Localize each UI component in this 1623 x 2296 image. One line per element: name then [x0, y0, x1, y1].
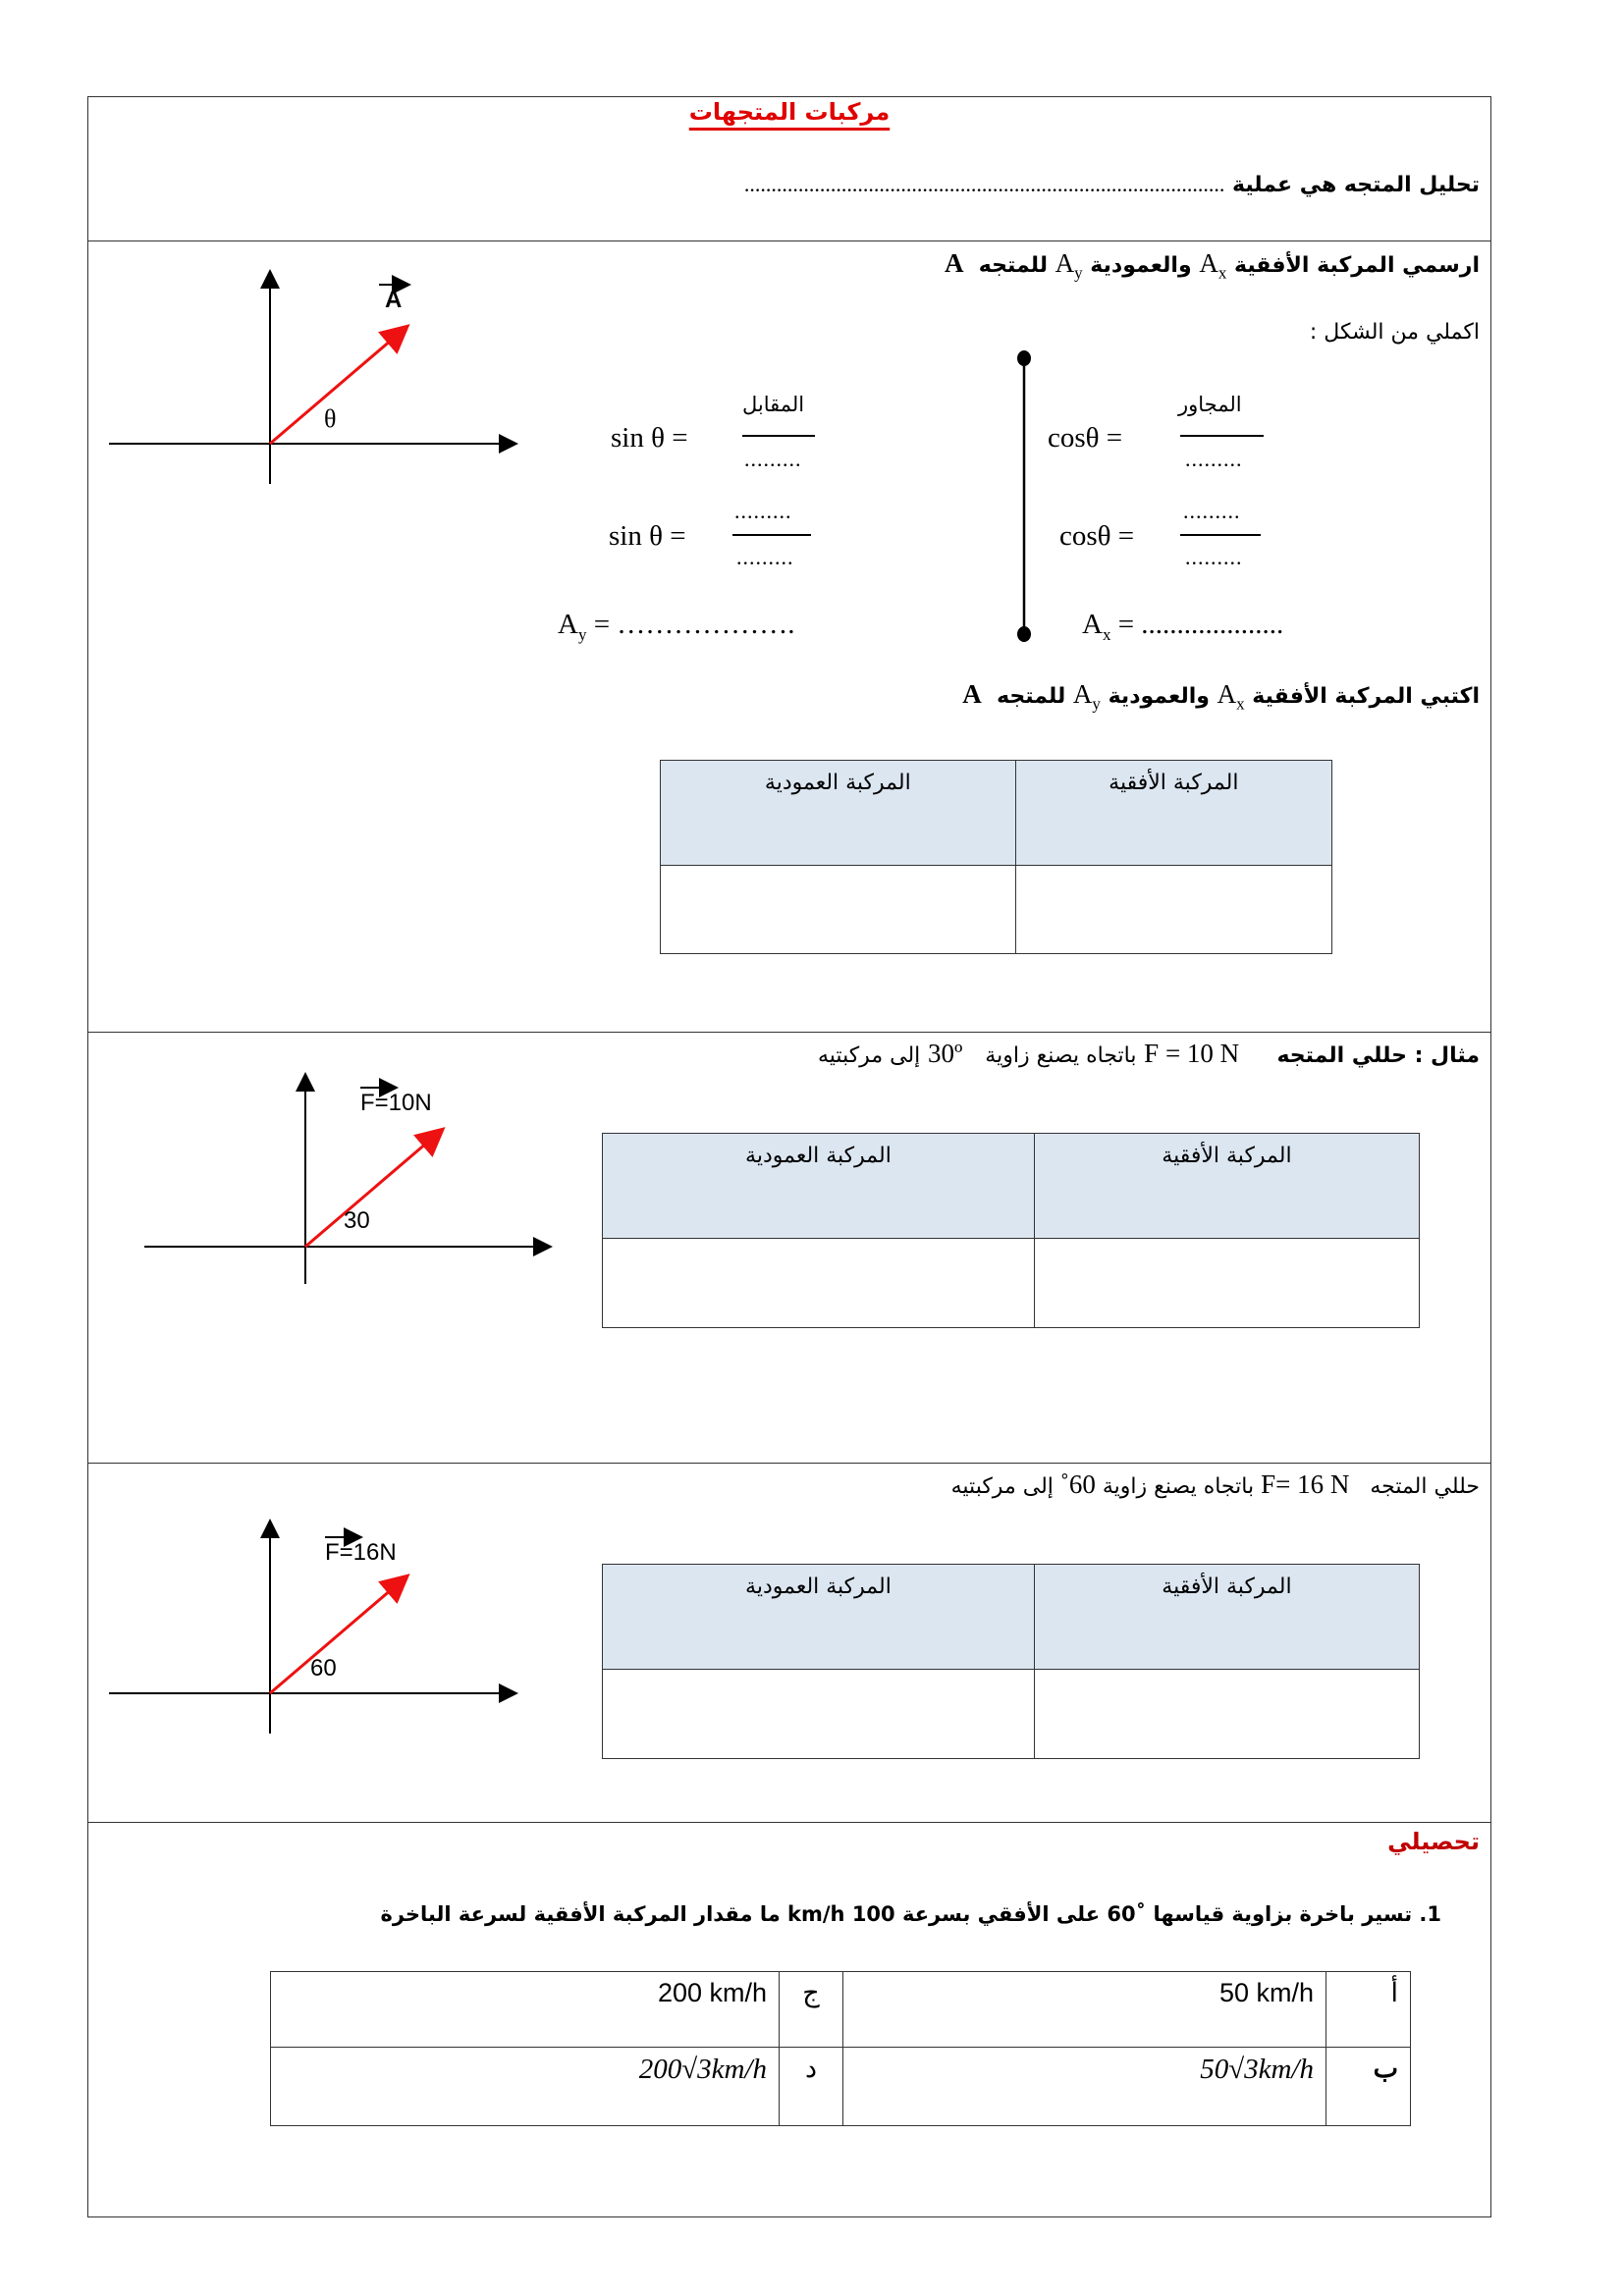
option-letter-a[interactable]: أ [1326, 1972, 1411, 2048]
option-value-c[interactable]: 200 km/h [271, 1972, 780, 2048]
blank[interactable]: ......... [1185, 545, 1243, 569]
components-table-example [602, 1133, 1420, 1328]
header-horizontal: المركبة الأفقية [1034, 1565, 1419, 1670]
force-16n-label: F=16N [325, 1539, 397, 1566]
components-table-exercise [602, 1564, 1420, 1759]
components-table-a [660, 760, 1332, 954]
blank[interactable]: ......... [736, 545, 794, 569]
theta-label: θ [324, 404, 337, 433]
cos-label: cosθ = [1059, 520, 1135, 552]
fraction-bar [732, 534, 811, 536]
fraction-bar [1180, 534, 1261, 536]
answer-cell[interactable] [1034, 1239, 1419, 1328]
blank[interactable]: ......... [1185, 447, 1243, 471]
option-letter-c[interactable]: ج [780, 1972, 843, 2048]
vector-a-diagram [109, 273, 514, 484]
section1-heading: ارسمي المركبة الأفقية $A_x$ والعمودية $A_y$ للمتجه A [944, 248, 1480, 283]
header-horizontal: المركبة الأفقية [1015, 761, 1331, 866]
blank[interactable]: ......... [744, 447, 802, 471]
answer-cell[interactable] [603, 1670, 1035, 1759]
answer-cell[interactable] [603, 1239, 1035, 1328]
answer-options-table [270, 1971, 1411, 2126]
answer-cell[interactable] [661, 866, 1016, 954]
ax-equation[interactable]: $A_x$ = .................... [1082, 609, 1284, 644]
header-vertical: المركبة العمودية [603, 1565, 1035, 1670]
angle-30-label: 30 [344, 1207, 370, 1234]
page-title: مركبات المتجهات [688, 98, 891, 126]
exercise-heading: حللي المتجه F= 16 N باتجاه يصنع زاوية 60˚ إلى مركبتيه [950, 1469, 1480, 1499]
option-value-b[interactable]: 50√3km/h [843, 2047, 1326, 2125]
cos-label: cosθ = [1048, 422, 1123, 454]
section1-heading2: اكتبي المركبة الأفقية $A_x$ والعمودية $A_y$ للمتجه A [962, 679, 1480, 714]
vector-a-label: A [385, 287, 403, 313]
option-letter-d[interactable]: د [780, 2047, 843, 2125]
force-10n-label: F=10N [360, 1090, 432, 1116]
sin-label: sin θ = [611, 422, 688, 454]
option-value-d[interactable]: 200√3km/h [271, 2047, 780, 2125]
opposite-label: المقابل [742, 393, 805, 416]
fraction-bar [742, 435, 815, 437]
force-10n-diagram [144, 1076, 549, 1284]
option-letter-b[interactable]: ب [1326, 2047, 1411, 2125]
answer-cell[interactable] [1034, 1670, 1419, 1759]
angle-60-label: 60 [310, 1655, 337, 1682]
option-value-a[interactable]: 50 km/h [843, 1972, 1326, 2048]
blank[interactable]: ......... [734, 499, 792, 523]
header-vertical: المركبة العمودية [603, 1134, 1035, 1239]
assessment-heading: تحصيلي [1387, 1828, 1480, 1855]
vector-arrow [270, 328, 406, 444]
adjacent-label: المجاور [1178, 393, 1242, 416]
force-16n-diagram [109, 1522, 514, 1734]
example-heading: مثال : حللي المتجه F = 10 N باتجاه يصنع زاوية 30º إلى مركبتيه [818, 1039, 1480, 1068]
intro-blank[interactable]: ......................................................................................... [743, 172, 1225, 196]
blank[interactable]: ......... [1183, 499, 1241, 523]
fraction-bar [1180, 435, 1264, 437]
question-1: 1. تسير باخرة بزاوية قياسها ˚60 على الأفقي بسرعة 100 km/h ما مقدار المركبة الأفقية لسرعة الباخرة [380, 1902, 1441, 1926]
header-horizontal: المركبة الأفقية [1034, 1134, 1419, 1239]
answer-cell[interactable] [1015, 866, 1331, 954]
ay-equation[interactable]: $A_y$ = ………………. [558, 609, 795, 644]
complete-label: اكملي من الشكل : [1309, 320, 1480, 345]
intro-text: تحليل المتجه هي عملية [1231, 173, 1480, 197]
column-separator [1017, 350, 1031, 642]
header-vertical: المركبة العمودية [661, 761, 1016, 866]
sin-label: sin θ = [609, 520, 686, 552]
